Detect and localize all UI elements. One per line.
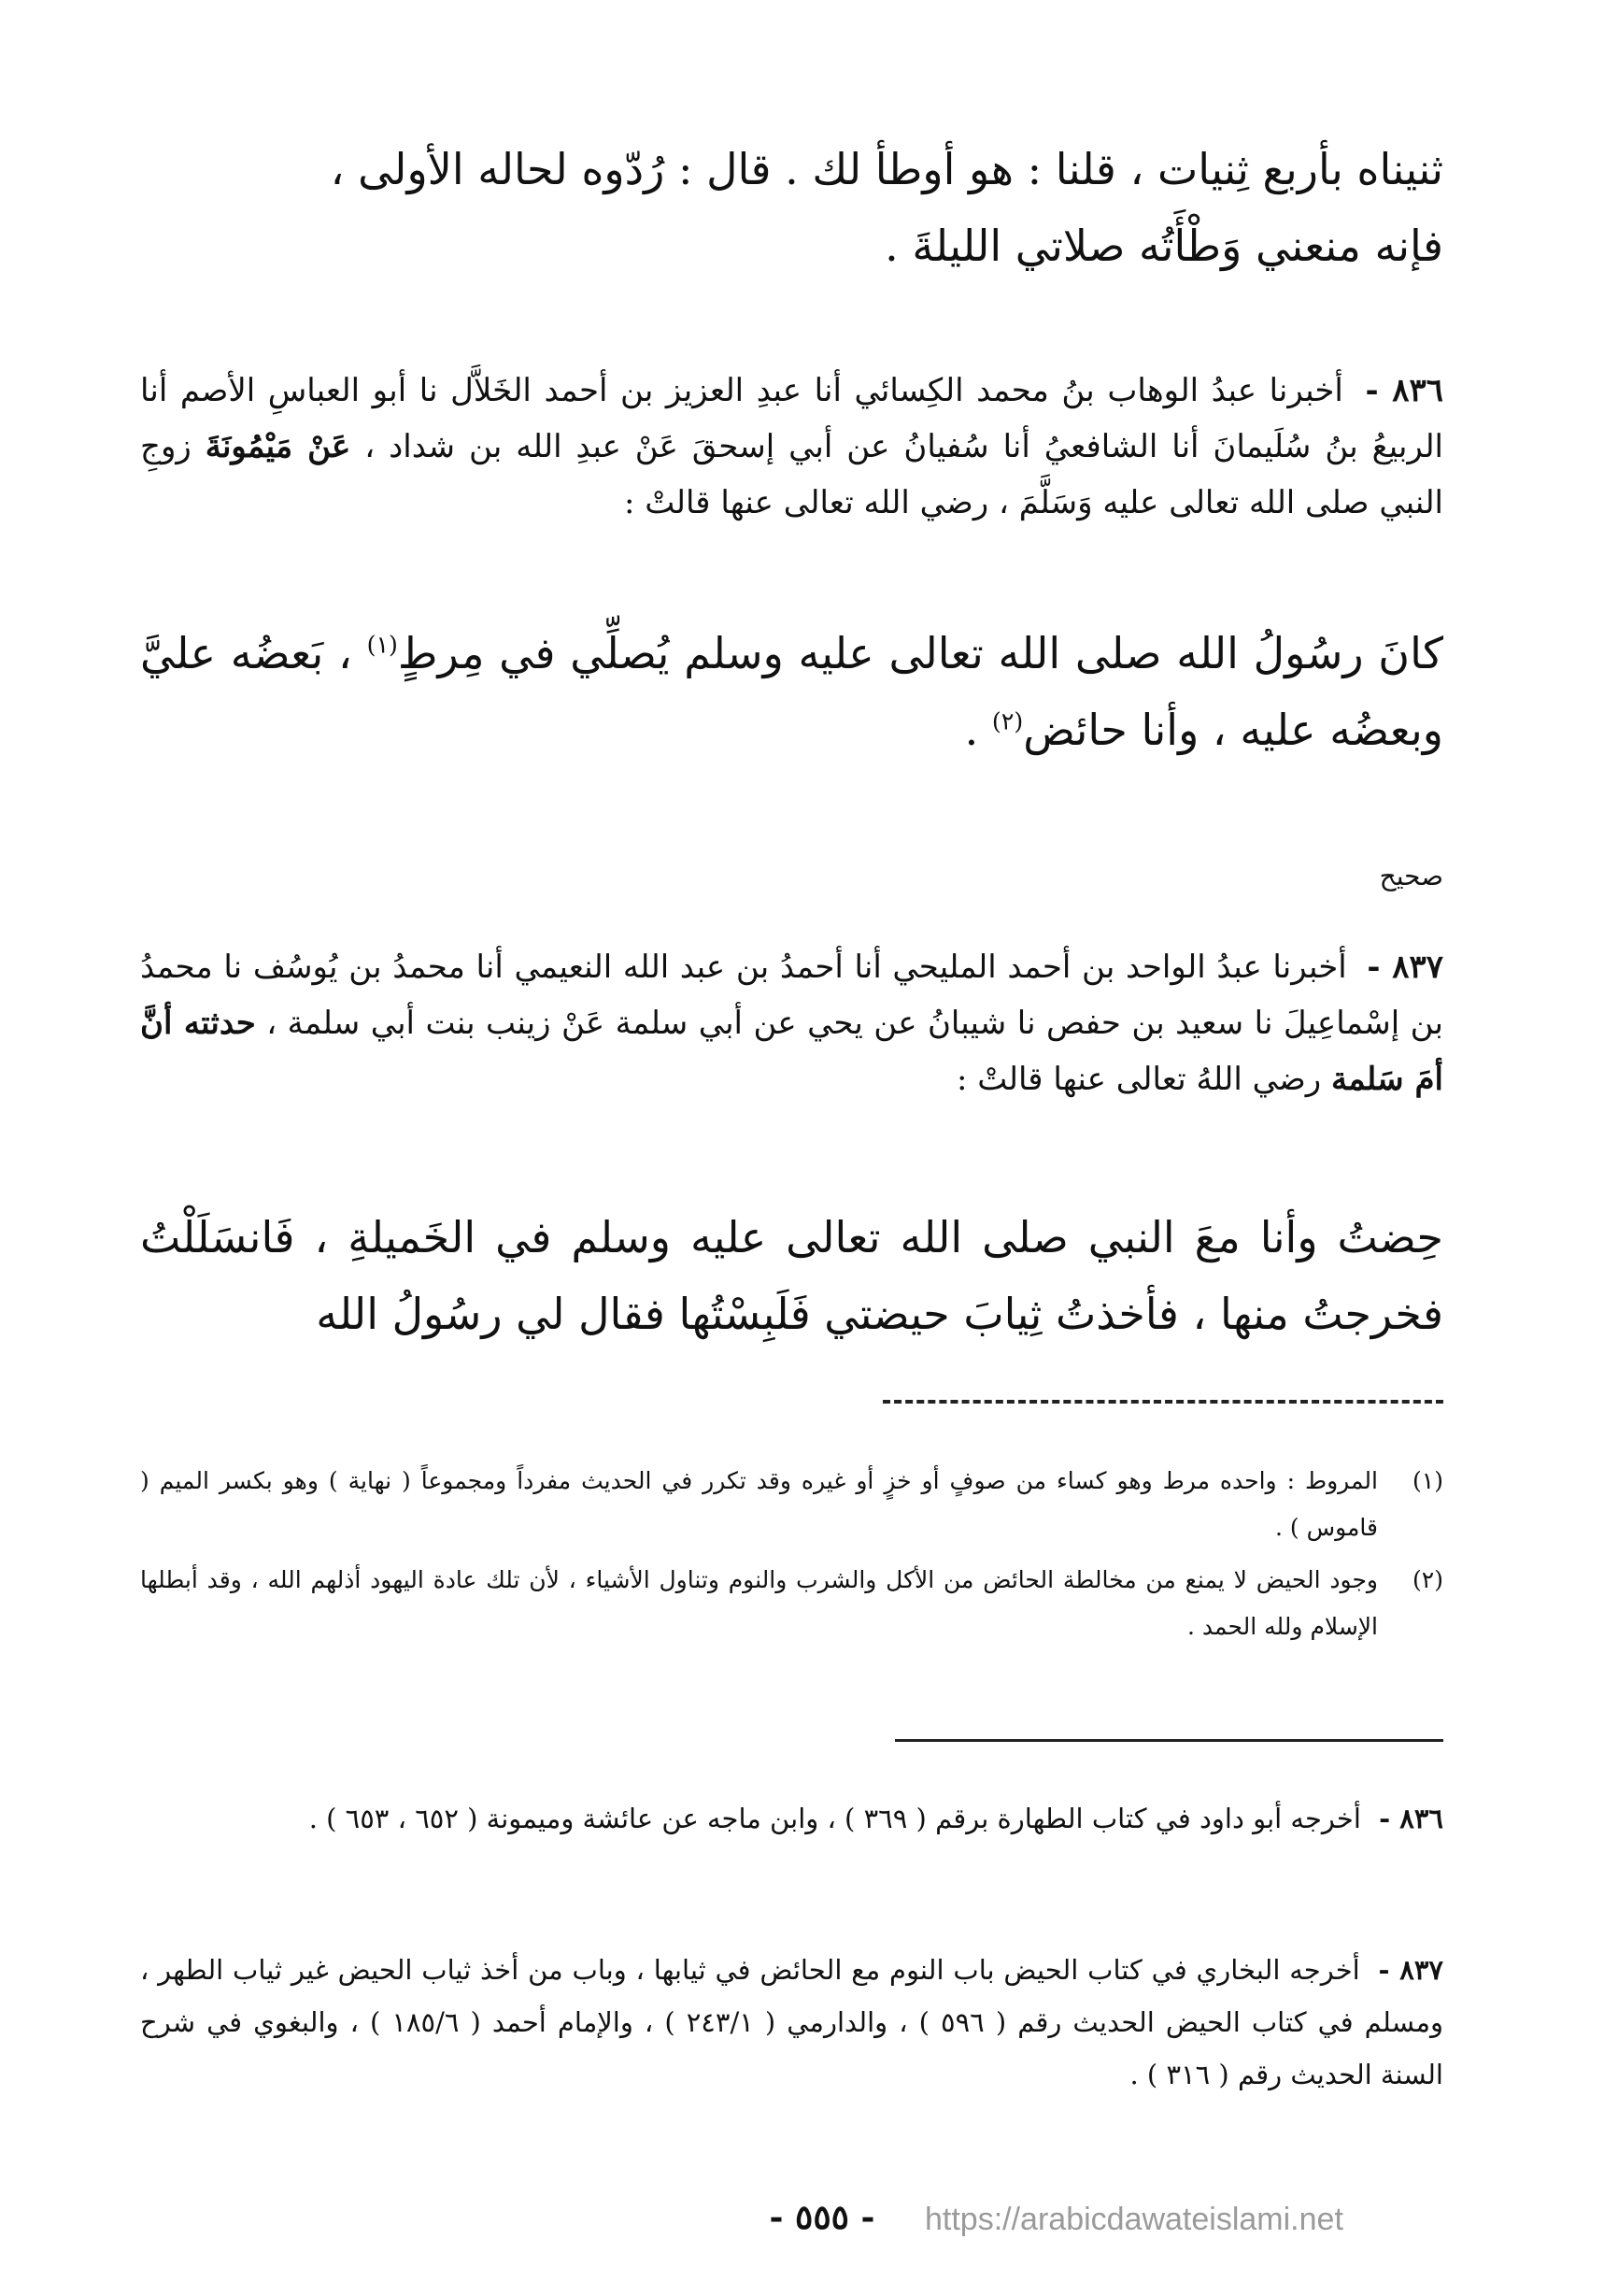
isnad-text-end: رضي اللهُ تعالى عنها قالتْ : <box>956 1061 1322 1098</box>
hadith-836-matn <box>140 615 1443 768</box>
footnote-text: وجود الحيض لا يمنع من مخالطة الحائض من الأكل والشرب والنوم وتناول الأشياء ، لأن تلك عادة اليهود أذلهم الله ، وقد أبطلها الإسلام ولله الحمد . <box>140 1566 1378 1640</box>
footnotes <box>140 1458 1443 1650</box>
takhrij-text: أخرجه البخاري في كتاب الحيض باب النوم مع الحائض في ثيابها ، وباب من أخذ ثياب الحيض غير ثياب الطهر ، ومسلم في كتاب الحيض الحديث رقم ( ٥٩٦ ) ، والدارمي ( ٢٤٣/١ ) ، والإمام أحمد ( ١٨٥/٦ ) ، والبغوي في شرح السنة الحديث رقم ( ٣١٦ ) . <box>140 1954 1443 2090</box>
continued-matn <box>140 131 1443 284</box>
isnad-narrator-bold: عَنْ مَيْمُونَةَ <box>205 428 351 465</box>
takhrij-number: ٨٣٦ - <box>1379 1803 1443 1834</box>
footnote-separator <box>883 1400 1443 1404</box>
hadith-837-matn <box>140 1199 1443 1352</box>
takhrij-text: أخرجه أبو داود في كتاب الطهارة برقم ( ٣٦٩ ) ، وابن ماجه عن عائشة وميمونة ( ٦٥٢ ، ٦٥٣ ) . <box>308 1803 1361 1834</box>
hadith-number-837: ٨٣٧ - <box>1367 948 1443 986</box>
footnote-mark: (١) <box>1412 1467 1443 1494</box>
isnad-text: أخبرنا عبدُ الوهاب بنُ محمد الكِسائي أنا عبدِ العزيز بن أحمد الخَلاَّل نا أبو العباسِ الأصم أنا الربيعُ بنُ سُلَيمانَ أنا الشافعيُ أنا سُفيانُ عن أبي إسحقَ عَنْ عبدِ الله بن شداد ، <box>140 372 1443 465</box>
hadith-grade <box>140 858 1443 895</box>
watermark-url[interactable]: https://arabicdawateislami.net <box>925 2202 1343 2237</box>
takhrij-837 <box>140 1944 1443 2101</box>
hadith-836-isnad <box>140 363 1443 531</box>
isnad-text-end: زوجِ النبي صلى الله تعالى عليه وَسَلَّمَ ، رضي الله تعالى عنها قالتْ : <box>140 428 1443 521</box>
matn-text: حِضتُ وأنا معَ النبي صلى الله تعالى عليه وسلم في الخَميلةِ ، فَانسَلَلْتُ فخرجتُ منها ، فأخذتُ ثِيابَ حيضتي فَلَبِسْتُها فقال لي رسُولُ الله <box>140 1212 1443 1339</box>
hadith-837-isnad <box>140 939 1443 1107</box>
footnote-ref-2[interactable]: (٢) <box>991 707 1024 735</box>
hadith-number-836: ٨٣٦ - <box>1365 372 1444 409</box>
footnote-1 <box>140 1458 1443 1551</box>
grade-label: صحيح <box>1379 861 1443 891</box>
takhrij-separator <box>895 1739 1443 1742</box>
page-footer <box>0 2198 1604 2245</box>
isnad-narrator-bold: حدثته أنَّ أمَ سَلمة <box>140 1005 1443 1098</box>
matn-text-2: ، بَعضُه عليَّ وبعضُه عليه ، وأنا حائض <box>140 628 1443 755</box>
matn-line-2: فإنه منعني وَطْأَتُه صلاتي الليلةَ . <box>885 221 1443 271</box>
takhrij-number: ٨٣٧ - <box>1378 1954 1444 1986</box>
matn-line-1: ثنيناه بأربع ثِنيات ، قلنا : هو أوطأ لك . قال : رُدّوه لحاله الأولى ، <box>330 144 1443 194</box>
footnote-2 <box>140 1557 1443 1650</box>
footnote-text: المروط : واحده مرط وهو كساء من صوفٍ أو خزٍ أو غيره وقد تكرر في الحديث مفرداً ومجموعاً ( نهاية ) وهو بكسر الميم ( قاموس ) . <box>140 1467 1378 1541</box>
takhrij-836 <box>140 1792 1443 1845</box>
footnote-mark: (٢) <box>1412 1566 1443 1593</box>
footnote-ref-1[interactable]: (١) <box>366 631 398 659</box>
matn-text-1: كانَ رسُولُ الله صلى الله تعالى عليه وسلم يُصلِّي في مِرطٍ <box>397 628 1444 678</box>
page-number: - ٥٥٥ - <box>769 2198 875 2237</box>
isnad-text: أخبرنا عبدُ الواحد بن أحمد المليحي أنا أحمدُ بن عبد الله النعيمي أنا محمدُ بن يُوسُف نا محمدُ بن إسْماعِيلَ نا سعيد بن حفص نا شيبانُ عن يحي عن أبي سلمة عَنْ زينب بنت أبي سلمة ، <box>140 948 1443 1042</box>
matn-text-3: . <box>964 705 979 755</box>
